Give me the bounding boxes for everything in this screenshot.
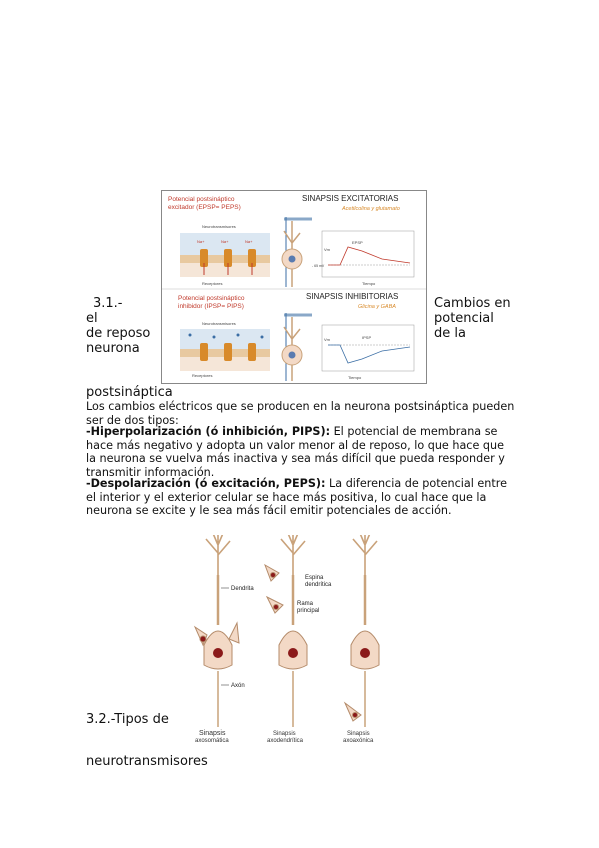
excit-label-line1: Potencial postsináptico bbox=[168, 196, 235, 203]
hyperpolarization-term: -Hiperpolarización (ó inhibición, PIPS): bbox=[86, 425, 331, 438]
heading-fragment: de reposo bbox=[86, 326, 151, 341]
synapse-types-figure bbox=[185, 535, 400, 755]
hyperpolarization-text: El potencial de membrana se hace más negativo y adopta un valor menor al de reposo, lo que hace que la neurona se vuelva más inactiva y sea más difícil que pueda responder y transmitir información. bbox=[86, 425, 505, 479]
branch-label-line1: Rama bbox=[297, 601, 314, 607]
inhib-title: SINAPSIS INHIBITORIAS bbox=[306, 292, 399, 301]
epsp-label: EPSP bbox=[352, 240, 363, 245]
depolarization-term: -Despolarización (ó excitación, PEPS): bbox=[86, 477, 326, 490]
caption-axoaxonic-line1: Sinapsis bbox=[347, 731, 370, 737]
neuron-icon bbox=[282, 313, 312, 381]
caption-axodendritic-line2: axodendrítica bbox=[267, 738, 304, 744]
caption-axosomatic-line2: axosomática bbox=[195, 738, 229, 744]
branch-label-line2: principal bbox=[297, 608, 320, 614]
intro-paragraph: Los cambios eléctricos que se producen en la neurona postsináptica pueden ser de dos tipos: bbox=[86, 400, 515, 427]
inhib-label-line2: inhibidor (IPSP= PIPS) bbox=[178, 303, 244, 310]
excit-subtitle: Acetilcolina y glutamato bbox=[342, 206, 400, 212]
vm-label: Vm bbox=[324, 337, 330, 342]
spine-label-line2: dendrítica bbox=[305, 582, 332, 588]
ipsp-graph bbox=[322, 325, 414, 380]
neurotrans-label: Neurotransmisores bbox=[202, 321, 236, 326]
neurotrans-label: Neurotransmisores bbox=[202, 224, 236, 229]
spine-label-line1: Espina bbox=[305, 575, 324, 581]
axon-label: Axón bbox=[231, 683, 245, 689]
depolarization-paragraph bbox=[86, 477, 516, 518]
caption-axoaxonic-line2: axoaxónica bbox=[343, 738, 374, 744]
heading-fragment: postsináptica bbox=[86, 385, 173, 400]
inhib-label-line1: Potencial postsináptico bbox=[178, 295, 245, 302]
receptores-label: Receptores bbox=[202, 281, 223, 286]
section-number: 3.1.- bbox=[93, 296, 123, 311]
inhib-subtitle: Glicina y GABA bbox=[358, 304, 396, 310]
time-label: Tiempo bbox=[362, 281, 376, 286]
section-heading-part1: 3.2.-Tipos de bbox=[86, 712, 169, 727]
heading-fragment: neurona bbox=[86, 341, 140, 356]
heading-fragment: potencial bbox=[434, 311, 494, 326]
vm-label: Vm bbox=[324, 247, 330, 252]
receptores-label: Receptores bbox=[192, 373, 213, 378]
dendrite-label: Dendrita bbox=[231, 586, 254, 592]
caption-axodendritic-line1: Sinapsis bbox=[273, 731, 296, 737]
excit-title: SINAPSIS EXCITATORIAS bbox=[302, 194, 399, 203]
epsp-graph bbox=[312, 231, 414, 286]
heading-fragment: el bbox=[86, 311, 98, 326]
ipsp-label: IPSP bbox=[362, 335, 372, 340]
mv-label: - 65 mV bbox=[312, 264, 325, 268]
synapse-types-diagram bbox=[185, 535, 400, 755]
section-heading-part2: neurotransmisores bbox=[86, 754, 208, 769]
time-label: Tiempo bbox=[348, 375, 362, 380]
heading-fragment: Cambios en bbox=[434, 296, 511, 311]
synapse-potential-figure bbox=[161, 190, 427, 384]
synapse-potential-diagram bbox=[162, 191, 426, 383]
depolarization-text: La diferencia de potencial entre el interior y el exterior celular se hace más positiva, lo cual hace que la neurona se excite y le sea más fácil emitir potenciales de acción. bbox=[86, 477, 507, 518]
neuron-icon bbox=[282, 217, 312, 287]
hyperpolarization-paragraph bbox=[86, 425, 516, 479]
caption-axosomatic-line1: Sinapsis bbox=[199, 730, 226, 737]
na-ion-label: Na+ bbox=[245, 239, 253, 244]
na-ion-label: Na+ bbox=[197, 239, 205, 244]
heading-fragment: de la bbox=[434, 326, 466, 341]
na-ion-label: Na+ bbox=[221, 239, 229, 244]
excit-label-line2: excitador (EPSP= PEPS) bbox=[168, 204, 241, 211]
